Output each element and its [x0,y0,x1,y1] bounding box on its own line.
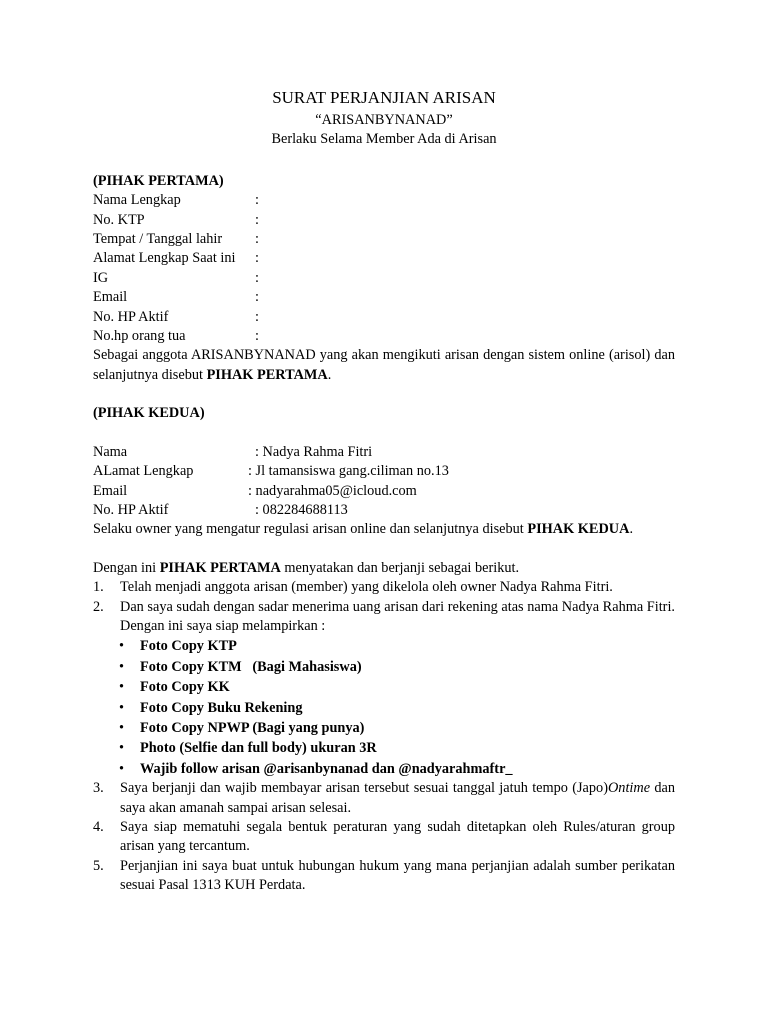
field-label: No. KTP [93,211,145,228]
field-label: IG [93,269,109,286]
pihak-kedua-heading: (PIHAK KEDUA) [93,405,205,422]
field-row [93,327,675,346]
field-row [93,462,675,481]
statement-bold: PIHAK PERTAMA [206,366,328,383]
field-label: Alamat Lengkap Saat ini [93,250,236,267]
document-body [93,88,675,896]
field-row [93,288,675,307]
attachment-item [93,718,675,738]
field-colon: : [255,328,259,345]
attachment-text: Foto Copy Buku Rekening [140,699,303,716]
pihak-pertama-statement [93,346,675,385]
field-colon: : [255,192,259,209]
field-colon: : [255,289,259,306]
attachment-item [93,657,675,677]
field-row [93,443,675,462]
item-number: 5. [93,857,104,874]
list-item [93,779,675,818]
field-label: Tempat / Tanggal lahir [93,231,223,248]
item-text: Saya siap mematuhi segala bentuk peraturan yang sudah ditetapkan oleh Rules/aturan group arisan yang tercantum. [120,819,675,855]
validity-note: Berlaku Selama Member Ada di Arisan [271,131,497,148]
bullet-icon: • [119,740,125,757]
field-colon: : [255,308,259,325]
field-row [93,249,675,268]
pihak-kedua-fields [93,443,675,521]
attachment-text: Wajib follow arisan @arisanbynanad dan @nadyarahmaftr_ [140,760,513,777]
declaration [93,559,675,578]
item-text: Dan saya sudah dengan sadar menerima uang arisan dari rekening atas nama Nadya Rahma Fitri. Dengan ini saya siap melampirkan : [120,598,675,634]
bullet-icon: • [119,719,125,736]
list-item [93,857,675,896]
document-subtitle: “ARISANBYNANAD” [315,112,453,128]
field-colon: : [255,211,259,228]
item-text: Saya berjanji dan wajib membayar arisan tersebut sesuai tanggal jatuh tempo (Japo) [120,780,608,797]
attachment-text: Foto Copy KTP [140,638,237,655]
field-label: ALamat Lengkap [93,463,194,480]
statement-suffix: . [327,366,332,383]
field-row [93,230,675,249]
item-number: 3. [93,780,104,797]
item-italic: Ontime [607,780,651,797]
attachment-item [93,698,675,718]
field-row [93,191,675,210]
attachment-text: Foto Copy KK [140,679,230,696]
bullet-icon: • [119,638,125,655]
bullet-icon: • [119,658,125,675]
field-colon: : [255,250,259,267]
attachment-item [93,738,675,758]
field-label: Nama [93,443,128,460]
attachment-list [93,636,675,779]
field-value: : Jl tamansiswa gang.ciliman no.13 [248,463,449,480]
spacer [93,424,675,443]
item-text: Perjanjian ini saya buat untuk hubungan hukum yang mana perjanjian adalah sumber perikatan sesuai Pasal 1313 KUH Perdata. [120,857,675,894]
attachment-item [93,677,675,697]
item-number: 1. [93,579,104,596]
field-value: : nadyarahma05@icloud.com [248,482,417,499]
field-label: Nama Lengkap [93,192,181,209]
statement-bold: PIHAK KEDUA [527,521,630,538]
statement-text: Selaku owner yang mengatur regulasi arisan online dan selanjutnya disebut [93,521,528,538]
declaration-text: Dengan ini [93,559,160,576]
field-row [93,308,675,327]
field-row [93,211,675,230]
attachment-text: Foto Copy NPWP (Bagi yang punya) [140,719,365,736]
spacer [93,540,675,559]
field-colon: : [255,231,259,248]
bullet-icon: • [119,679,125,696]
field-label: No. HP Aktif [93,501,169,518]
field-row [93,269,675,288]
item-number: 2. [93,598,104,615]
attachment-item [93,759,675,779]
field-value: : 082284688113 [255,501,348,518]
field-label: No. HP Aktif [93,308,169,325]
field-row [93,501,675,520]
list-item [93,818,675,857]
field-row [93,482,675,501]
list-item [93,578,675,597]
pihak-pertama-heading: (PIHAK PERTAMA) [93,172,224,189]
item-number: 4. [93,819,104,835]
attachment-text: Photo (Selfie dan full body) ukuran 3R [140,740,377,757]
attachment-text: Foto Copy KTM (Bagi Mahasiswa) [140,658,362,675]
spacer [93,150,675,172]
statement-suffix: . [629,521,634,538]
item-text: Telah menjadi anggota arisan (member) yang dikelola oleh owner Nadya Rahma Fitri. [120,579,613,596]
declaration-bold: PIHAK PERTAMA [159,559,281,576]
bullet-icon: • [119,760,125,777]
list-item [93,598,675,780]
field-colon: : [255,269,259,286]
attachment-item [93,636,675,656]
field-label: Email [93,482,128,499]
document-title: SURAT PERJANJIAN ARISAN [272,88,496,107]
statement-text: Sebagai anggota ARISANBYNANAD yang akan mengikuti arisan dengan sistem online (arisol) dan selanjutnya disebut [93,347,675,383]
spacer [93,385,675,404]
declaration-suffix: menyatakan dan berjanji sebagai berikut. [280,559,520,576]
field-value: : Nadya Rahma Fitri [255,443,373,460]
bullet-icon: • [119,699,125,716]
field-label: Email [93,289,128,306]
item-text: dan saya akan amanah sampai arisan selesai. [120,780,676,816]
pihak-kedua-statement [93,520,675,539]
pihak-pertama-fields [93,191,675,346]
field-label: No.hp orang tua [93,328,186,345]
agreement-list [93,578,675,896]
